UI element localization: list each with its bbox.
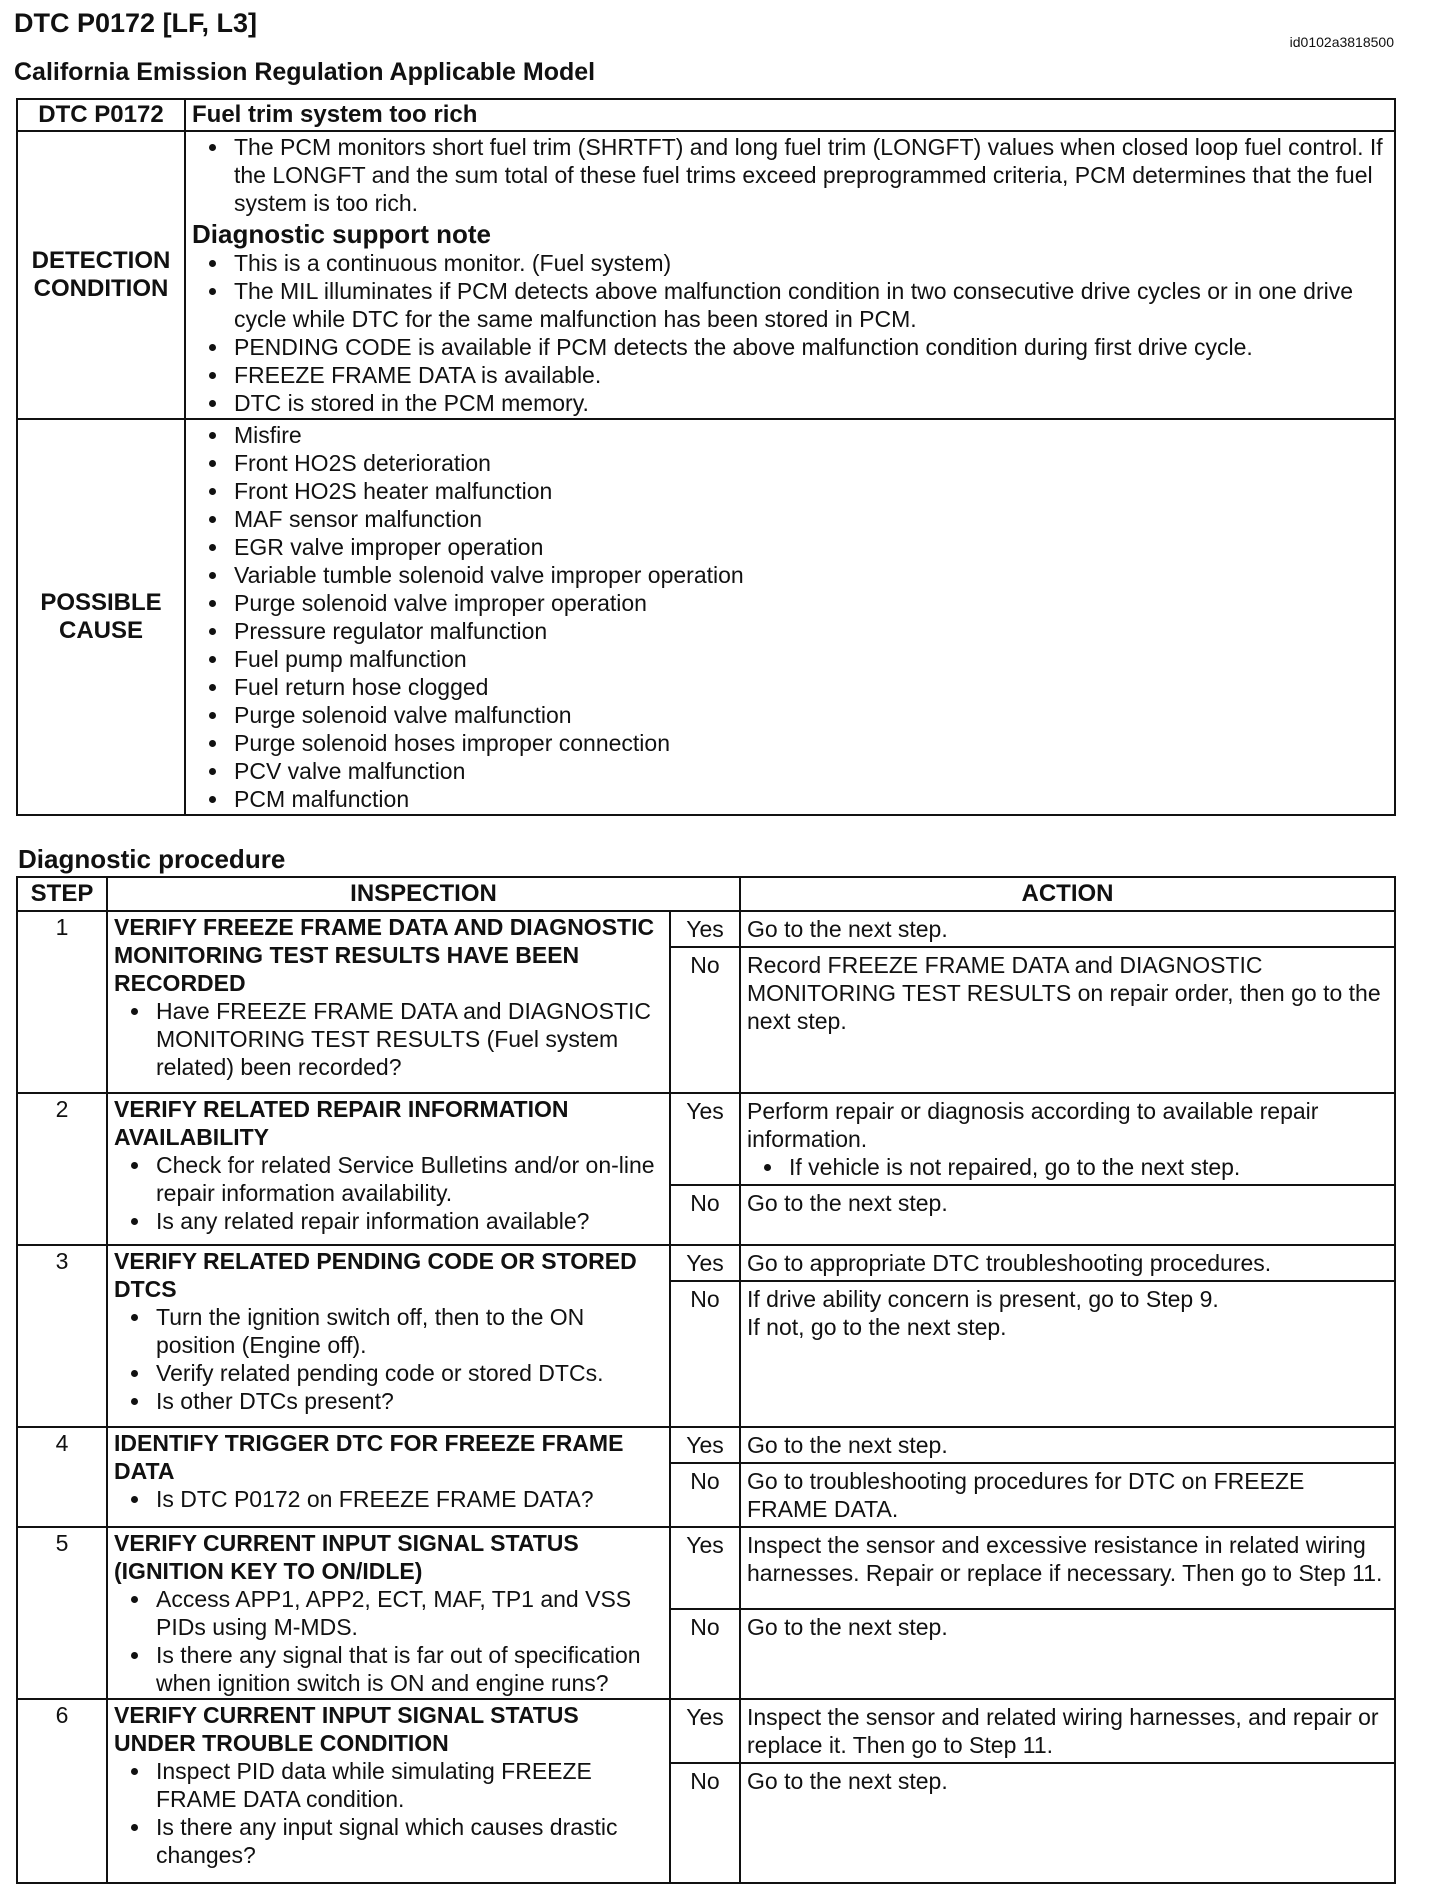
step-number: 2 (17, 1093, 107, 1245)
step-inspection-list (114, 1757, 663, 1869)
detection-label-line-2: CONDITION (33, 275, 169, 302)
cause-label-line-1: POSSIBLE (40, 589, 162, 616)
cause-item: • PCM malfunction (230, 785, 1388, 813)
step-inspection-item: • Inspect PID data while simulating FREEZE FRAME DATA condition. (152, 1757, 663, 1813)
step-inspection-title: VERIFY CURRENT INPUT SIGNAL STATUS UNDER TROUBLE CONDITION (114, 1702, 579, 1756)
step-inspection-list (114, 1303, 663, 1415)
document-subtitle: California Emission Regulation Applicable Model (14, 58, 596, 86)
no-action: Go to the next step. (740, 1185, 1395, 1245)
cause-item: • Purge solenoid valve malfunction (230, 701, 1388, 729)
step-inspection-list (114, 1151, 663, 1235)
yes-action-item: • If vehicle is not repaired, go to the next step. (785, 1153, 1388, 1181)
yes-label: Yes (670, 1245, 740, 1281)
no-action: Go to the next step. (740, 1609, 1395, 1699)
step-inspection-item: • Is there any input signal which causes drastic changes? (152, 1813, 663, 1869)
no-action: Go to the next step. (740, 1763, 1395, 1883)
cause-list (192, 421, 1388, 813)
step-inspection-list (114, 1585, 663, 1697)
detection-list (192, 133, 1388, 217)
yes-action: Go to appropriate DTC troubleshooting procedures. (740, 1245, 1395, 1281)
possible-cause-label (17, 419, 185, 815)
no-label: No (670, 1609, 740, 1699)
yes-action (740, 1093, 1395, 1185)
dtc-code: DTC P0172 (17, 99, 185, 131)
step-4-yes-row (17, 1427, 1395, 1463)
step-inspection (107, 1699, 670, 1883)
no-label: No (670, 1763, 740, 1883)
step-inspection-item: • Verify related pending code or stored DTCs. (152, 1359, 663, 1387)
no-action (740, 1281, 1395, 1427)
step-1-yes-row (17, 911, 1395, 947)
support-note-item: • DTC is stored in the PCM memory. (230, 389, 1388, 417)
yes-action-text: Perform repair or diagnosis according to available repair information. (747, 1098, 1319, 1152)
detection-condition-label (17, 131, 185, 419)
step-number: 4 (17, 1427, 107, 1527)
cause-item: • Fuel return hose clogged (230, 673, 1388, 701)
step-inspection-item: • Check for related Service Bulletins and/or on-line repair information availability. (152, 1151, 663, 1207)
cause-item: • Purge solenoid valve improper operation (230, 589, 1388, 617)
yes-action-list (747, 1153, 1388, 1181)
diagnostic-procedure-table (16, 876, 1396, 1884)
no-action-text-2: If not, go to the next step. (747, 1314, 1007, 1340)
detection-condition-row (17, 131, 1395, 419)
detection-condition-content (185, 131, 1395, 419)
no-label: No (670, 1463, 740, 1527)
no-action: Record FREEZE FRAME DATA and DIAGNOSTIC MONITORING TEST RESULTS on repair order, then go to the next step. (740, 947, 1395, 1093)
step-inspection-title: VERIFY CURRENT INPUT SIGNAL STATUS (IGNITION KEY TO ON/IDLE) (114, 1530, 579, 1584)
detection-item: • The PCM monitors short fuel trim (SHRTFT) and long fuel trim (LONGFT) values when closed loop fuel control. If the LONGFT and the sum total of these fuel trims exceed preprogrammed criteria, PCM determines that the fuel system is too rich. (230, 133, 1388, 217)
step-inspection-title: IDENTIFY TRIGGER DTC FOR FREEZE FRAME DATA (114, 1430, 624, 1484)
no-action: Go to troubleshooting procedures for DTC on FREEZE FRAME DATA. (740, 1463, 1395, 1527)
step-3-yes-row (17, 1245, 1395, 1281)
step-inspection-item: • Access APP1, APP2, ECT, MAF, TP1 and VSS PIDs using M-MDS. (152, 1585, 663, 1641)
action-header: ACTION (740, 877, 1395, 911)
cause-item: • Fuel pump malfunction (230, 645, 1388, 673)
no-label: No (670, 1185, 740, 1245)
step-inspection (107, 1527, 670, 1699)
yes-action: Go to the next step. (740, 911, 1395, 947)
step-inspection-title: VERIFY RELATED PENDING CODE OR STORED DTCS (114, 1248, 637, 1302)
step-header: STEP (17, 877, 107, 911)
yes-action: Inspect the sensor and related wiring harnesses, and repair or replace it. Then go to Step 11. (740, 1699, 1395, 1763)
detection-label-line-1: DETECTION (31, 247, 171, 274)
cause-label-line-2: CAUSE (58, 617, 143, 644)
no-label: No (670, 1281, 740, 1427)
cause-item: • Purge solenoid hoses improper connection (230, 729, 1388, 757)
no-action-text: If drive ability concern is present, go to Step 9. (747, 1286, 1219, 1312)
yes-label: Yes (670, 1427, 740, 1463)
step-inspection-item: • Is other DTCs present? (152, 1387, 663, 1415)
yes-label: Yes (670, 1699, 740, 1763)
support-note-list (192, 249, 1388, 417)
step-inspection-item: • Is there any signal that is far out of specification when ignition switch is ON and engine runs? (152, 1641, 663, 1697)
cause-item: • MAF sensor malfunction (230, 505, 1388, 533)
step-inspection-item: • Is any related repair information available? (152, 1207, 663, 1235)
step-6-yes-row (17, 1699, 1395, 1763)
possible-cause-content (185, 419, 1395, 815)
dtc-info-table (16, 98, 1396, 816)
cause-item: • Front HO2S deterioration (230, 449, 1388, 477)
dtc-header-row (17, 99, 1395, 131)
support-note-item: • PENDING CODE is available if PCM detects the above malfunction condition during first drive cycle. (230, 333, 1388, 361)
yes-label: Yes (670, 1093, 740, 1185)
step-inspection-title: VERIFY FREEZE FRAME DATA AND DIAGNOSTIC MONITORING TEST RESULTS HAVE BEEN RECORDED (114, 914, 655, 996)
step-number: 5 (17, 1527, 107, 1699)
step-inspection-list (114, 1485, 663, 1513)
possible-cause-row (17, 419, 1395, 815)
procedure-header-row (17, 877, 1395, 911)
cause-item: • PCV valve malfunction (230, 757, 1388, 785)
support-note-item: • The MIL illuminates if PCM detects above malfunction condition in two consecutive drive cycles or in one drive cycle while DTC for the same malfunction has been stored in PCM. (230, 277, 1388, 333)
step-inspection (107, 1427, 670, 1527)
support-note-item: • FREEZE FRAME DATA is available. (230, 361, 1388, 389)
dtc-description: Fuel trim system too rich (185, 99, 1395, 131)
yes-action: Go to the next step. (740, 1427, 1395, 1463)
cause-item: • Front HO2S heater malfunction (230, 477, 1388, 505)
cause-item: • EGR valve improper operation (230, 533, 1388, 561)
procedure-title: Diagnostic procedure (18, 844, 286, 874)
step-2-yes-row (17, 1093, 1395, 1185)
document-id: id0102a3818500 (1289, 34, 1394, 50)
yes-label: Yes (670, 911, 740, 947)
step-inspection-list (114, 997, 663, 1081)
step-inspection-title: VERIFY RELATED REPAIR INFORMATION AVAILABILITY (114, 1096, 569, 1150)
step-inspection (107, 1093, 670, 1245)
step-inspection (107, 911, 670, 1093)
cause-item: • Variable tumble solenoid valve improper operation (230, 561, 1388, 589)
step-inspection-item: • Is DTC P0172 on FREEZE FRAME DATA? (152, 1485, 663, 1513)
cause-item: • Pressure regulator malfunction (230, 617, 1388, 645)
step-number: 6 (17, 1699, 107, 1883)
step-5-yes-row (17, 1527, 1395, 1609)
support-note-title: Diagnostic support note (192, 219, 491, 249)
cause-item: • Misfire (230, 421, 1388, 449)
support-note-item: • This is a continuous monitor. (Fuel system) (230, 249, 1388, 277)
step-number: 1 (17, 911, 107, 1093)
step-number: 3 (17, 1245, 107, 1427)
inspection-header: INSPECTION (107, 877, 740, 911)
yes-label: Yes (670, 1527, 740, 1609)
step-inspection (107, 1245, 670, 1427)
document-title: DTC P0172 [LF, L3] (14, 8, 258, 38)
step-inspection-item: • Have FREEZE FRAME DATA and DIAGNOSTIC MONITORING TEST RESULTS (Fuel system related) been recorded? (152, 997, 663, 1081)
yes-action: Inspect the sensor and excessive resistance in related wiring harnesses. Repair or replace if necessary. Then go to Step 11. (740, 1527, 1395, 1609)
no-label: No (670, 947, 740, 1093)
step-inspection-item: • Turn the ignition switch off, then to the ON position (Engine off). (152, 1303, 663, 1359)
